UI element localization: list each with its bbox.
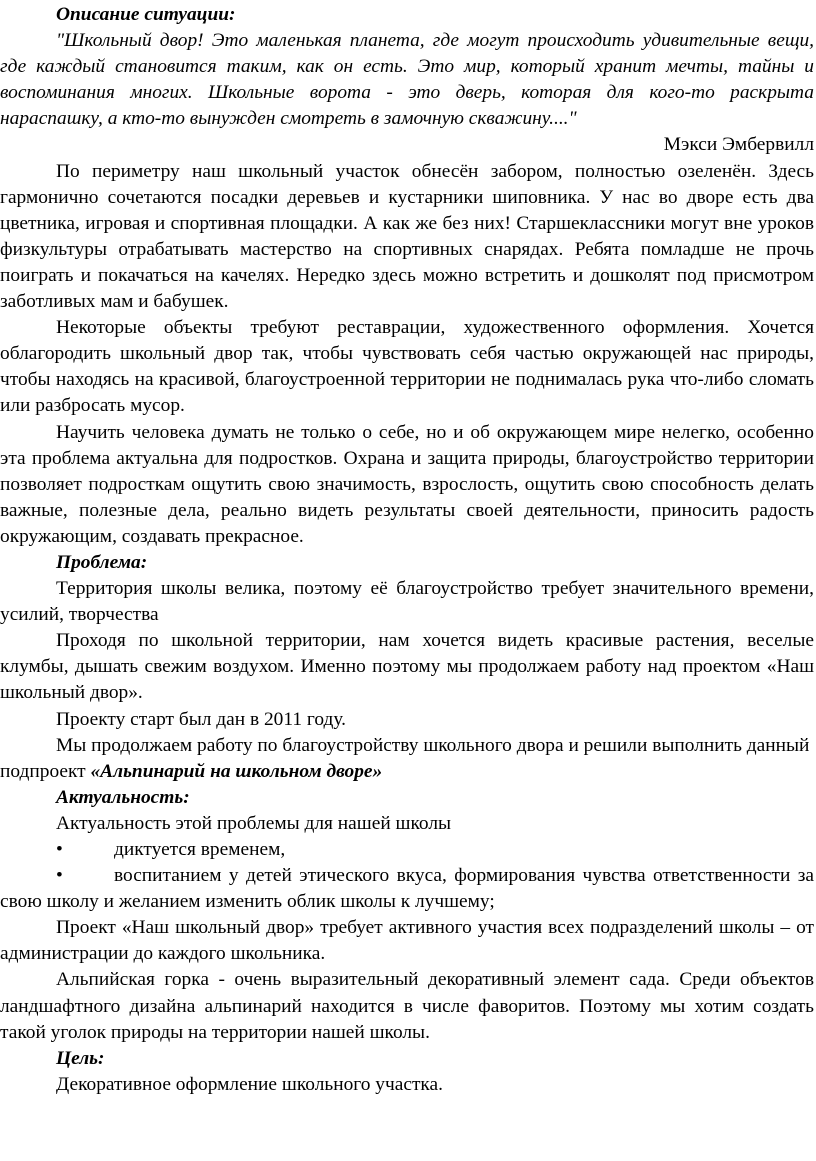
epigraph-author: Мэкси Эмбервилл (663, 134, 814, 156)
problem-heading: Проблема: (56, 551, 148, 573)
relevance-heading: Актуальность: (56, 786, 190, 808)
bullet-text: диктуется временем, (114, 839, 286, 860)
problem-paragraph-3: Проекту старт был дан в 2011 году. (56, 708, 346, 730)
relevance-intro: Актуальность этой проблемы для нашей школы (56, 812, 452, 834)
subproject-intro: Мы продолжаем работу по благоустройству школьного двора и решили выполнить данный подпроект (0, 734, 810, 782)
relevance-bullet-2 (0, 863, 814, 915)
problem-paragraph-1: Территория школы велика, поэтому её благоустройство требует значительного времени, усилий, творчества (0, 578, 814, 626)
subproject-title: «Альпинарий на школьном дворе» (90, 760, 383, 782)
bullet-marker: • (56, 839, 63, 860)
situation-paragraph-1: По периметру наш школьный участок обнесён забором, полностью озеленён. Здесь гармонично сочетаются посадки деревьев и кустарники шиповника. У нас во дворе есть два цветника, игровая и спортивная площадки. А как же без них! Старшеклассники могут вне уроков физкультуры отрабатывать мастерство на спортивных снарядах. Ребята помладше не прочь поиграть и покачаться на качелях. Нередко здесь можно встретить и дошколят под присмотром заботливых мам и бабушек. (0, 160, 814, 313)
situation-paragraph-2: Некоторые объекты требуют реставрации, художественного оформления. Хочется облагородить школьный двор так, чтобы чувствовать себя частью окружающей нас природы, чтобы находясь на красивой, благоустроенной территории не поднималась рука что-либо сломать или разбросать мусор. (0, 317, 814, 417)
relevance-paragraph-1: Проект «Наш школьный двор» требует активного участия всех подразделений школы – от администрации до каждого школьника. (0, 917, 814, 965)
subproject-paragraph (0, 733, 814, 785)
relevance-paragraph-2: Альпийская горка - очень выразительный декоративный элемент сада. Среди объектов ландшафтного дизайна альпинарий находится в числе фаворитов. Поэтому мы хотим создать такой уголок природы на территории нашей школы. (0, 969, 814, 1043)
epigraph-quote: "Школьный двор! Это маленькая планета, где могут происходить удивительные вещи, где каждый становится таким, как он есть. Это мир, который хранит мечты, тайны и воспоминания многих. Школьные ворота - это дверь, которая для кого-то раскрыта нараспашку, а кто-то вынужден смотреть в замочную скважину...." (0, 30, 814, 130)
bullet-text: воспитанием у детей этического вкуса, формирования чувства ответственности за свою школу и желанием изменить облик школы к лучшему; (0, 865, 814, 913)
goal-heading: Цель: (56, 1047, 105, 1069)
goal-text: Декоративное оформление школьного участка. (56, 1073, 444, 1095)
bullet-marker: • (56, 865, 63, 887)
situation-paragraph-3: Научить человека думать не только о себе, но и об окружающем мире нелегко, особенно эта проблема актуальна для подростков. Охрана и защита природы, благоустройство территории позволяет подросткам ощутить свою значимость, взрослость, ощутить свою способность делать важные, полезные дела, реально видеть результаты своей деятельности, приносить радость окружающим, создавать прекрасное. (0, 421, 814, 547)
relevance-bullet-1 (0, 837, 814, 863)
problem-paragraph-2: Проходя по школьной территории, нам хочется видеть красивые растения, веселые клумбы, дышать свежим воздухом. Именно поэтому мы продолжаем работу над проектом «Наш школьный двор». (0, 630, 814, 704)
situation-heading: Описание ситуации: (56, 4, 236, 25)
